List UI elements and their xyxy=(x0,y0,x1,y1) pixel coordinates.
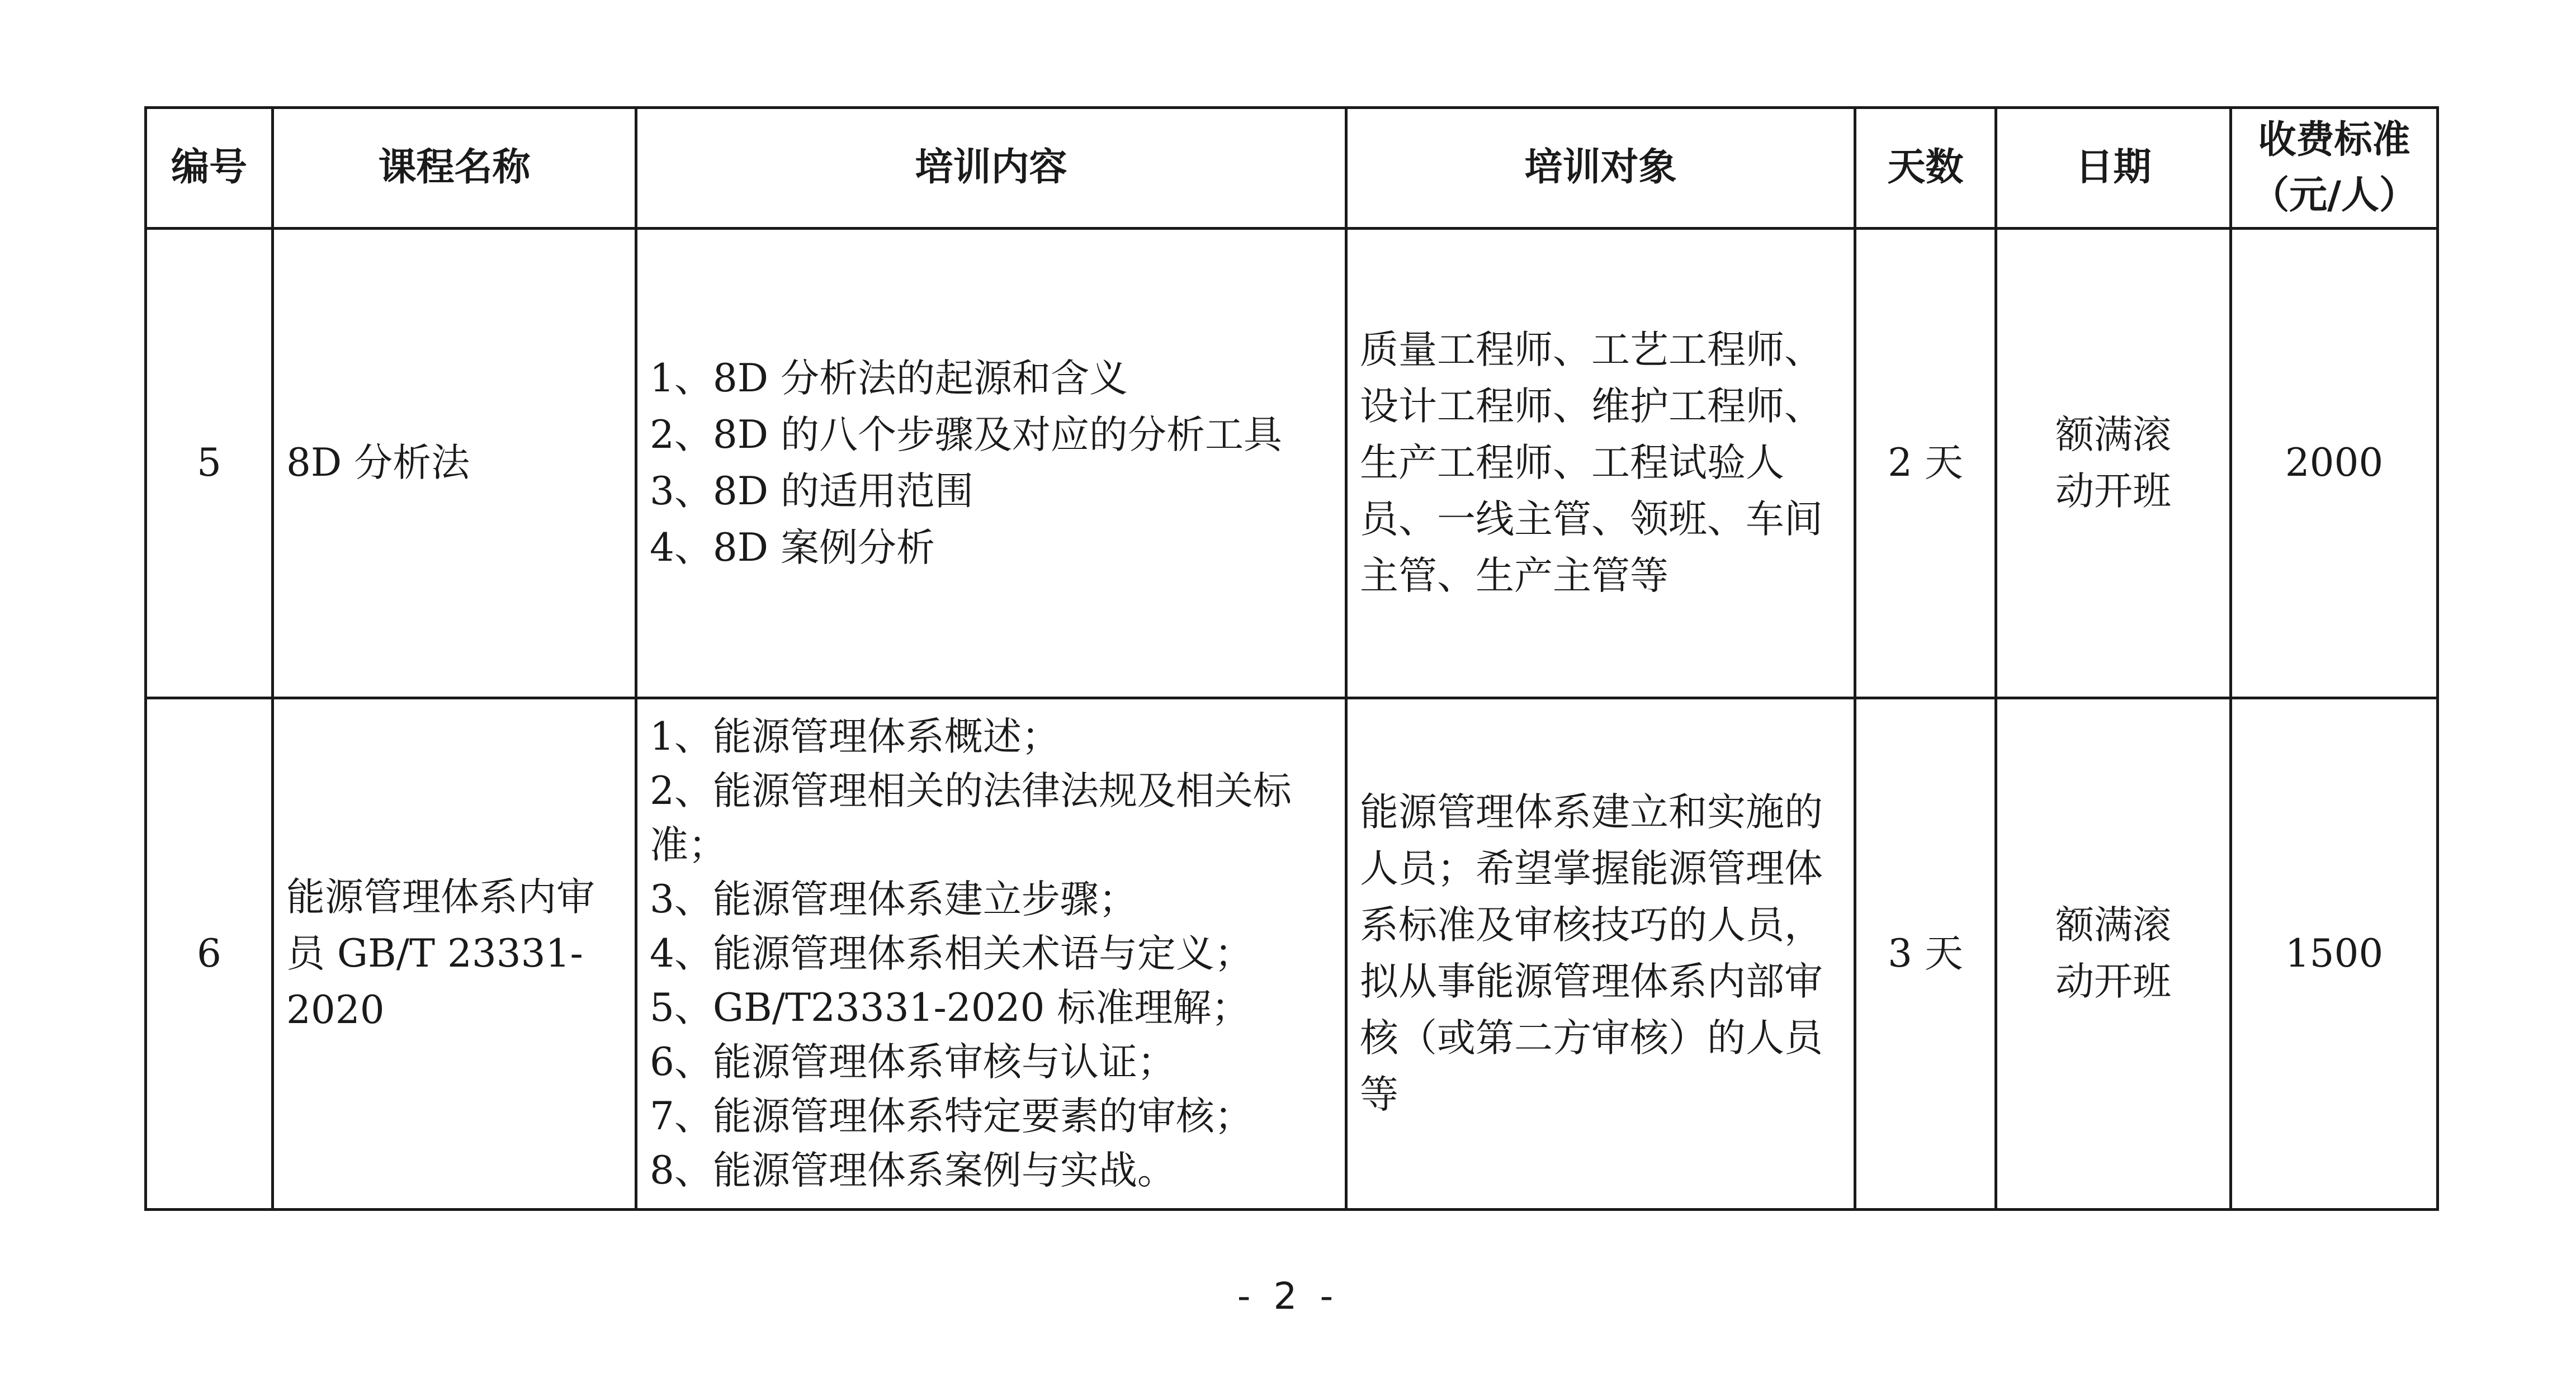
page-number: - 2 - xyxy=(1237,1275,1339,1318)
row-content xyxy=(636,698,1346,1210)
audience-text: 能源管理体系建立和实施的人员；希望掌握能源管理体系标准及审核技巧的人员，拟从事能源管理体系内部审核（或第二方审核）的人员等 xyxy=(1360,790,1823,1117)
content-item: 3、能源管理体系建立步骤； xyxy=(650,877,1137,922)
content-item: 1、能源管理体系概述； xyxy=(650,714,1060,759)
course-name-text: 能源管理体系内审员 GB/T 23331-2020 xyxy=(286,874,595,1033)
row-number: 6 xyxy=(146,698,273,1210)
content-item: 7、能源管理体系特定要素的审核； xyxy=(650,1093,1253,1139)
content-item: 1、8D 分析法的起源和含义 xyxy=(650,356,1128,401)
header-content: 培训内容 xyxy=(636,108,1346,229)
date-text: 额满滚动开班 xyxy=(2055,903,2171,1004)
header-fee-line1: 收费标准 xyxy=(2258,117,2410,162)
row-fee: 2000 xyxy=(2231,229,2438,698)
date-text: 额满滚动开班 xyxy=(2055,412,2171,514)
row-fee: 1500 xyxy=(2231,698,2438,1210)
header-row xyxy=(146,108,2438,229)
content-item: 5、GB/T23331-2020 标准理解； xyxy=(650,985,1250,1030)
row-content xyxy=(636,229,1346,698)
row-audience xyxy=(1346,698,1855,1210)
row-course-name xyxy=(273,698,636,1210)
row-date xyxy=(1996,229,2231,698)
content-item: 2、8D 的八个步骤及对应的分析工具 xyxy=(650,412,1283,457)
content-item: 2、能源管理相关的法律法规及相关标准； xyxy=(650,768,1292,868)
header-fee xyxy=(2231,108,2438,229)
header-date: 日期 xyxy=(1996,108,2231,229)
row-date xyxy=(1996,698,2231,1210)
row-number: 5 xyxy=(146,229,273,698)
content-item: 4、能源管理体系相关术语与定义； xyxy=(650,931,1253,976)
header-course-name: 课程名称 xyxy=(273,108,636,229)
content-item: 8、能源管理体系案例与实战。 xyxy=(650,1148,1176,1193)
table-row xyxy=(146,229,2438,698)
content-item: 4、8D 案例分析 xyxy=(650,525,935,570)
header-audience: 培训对象 xyxy=(1346,108,1855,229)
audience-text: 质量工程师、工艺工程师、设计工程师、维护工程师、生产工程师、工程试验人员、一线主管、领班、车间主管、生产主管等 xyxy=(1360,328,1823,598)
header-days: 天数 xyxy=(1855,108,1996,229)
row-course-name: 8D 分析法 xyxy=(273,229,636,698)
header-number: 编号 xyxy=(146,108,273,229)
row-days: 2 天 xyxy=(1855,229,1996,698)
header-fee-line2: （元/人） xyxy=(2251,173,2417,217)
row-days: 3 天 xyxy=(1855,698,1996,1210)
table-row xyxy=(146,698,2438,1210)
course-table xyxy=(144,106,2439,1211)
row-audience xyxy=(1346,229,1855,698)
content-item: 3、8D 的适用范围 xyxy=(650,468,974,514)
content-item: 6、能源管理体系审核与认证； xyxy=(650,1039,1176,1085)
